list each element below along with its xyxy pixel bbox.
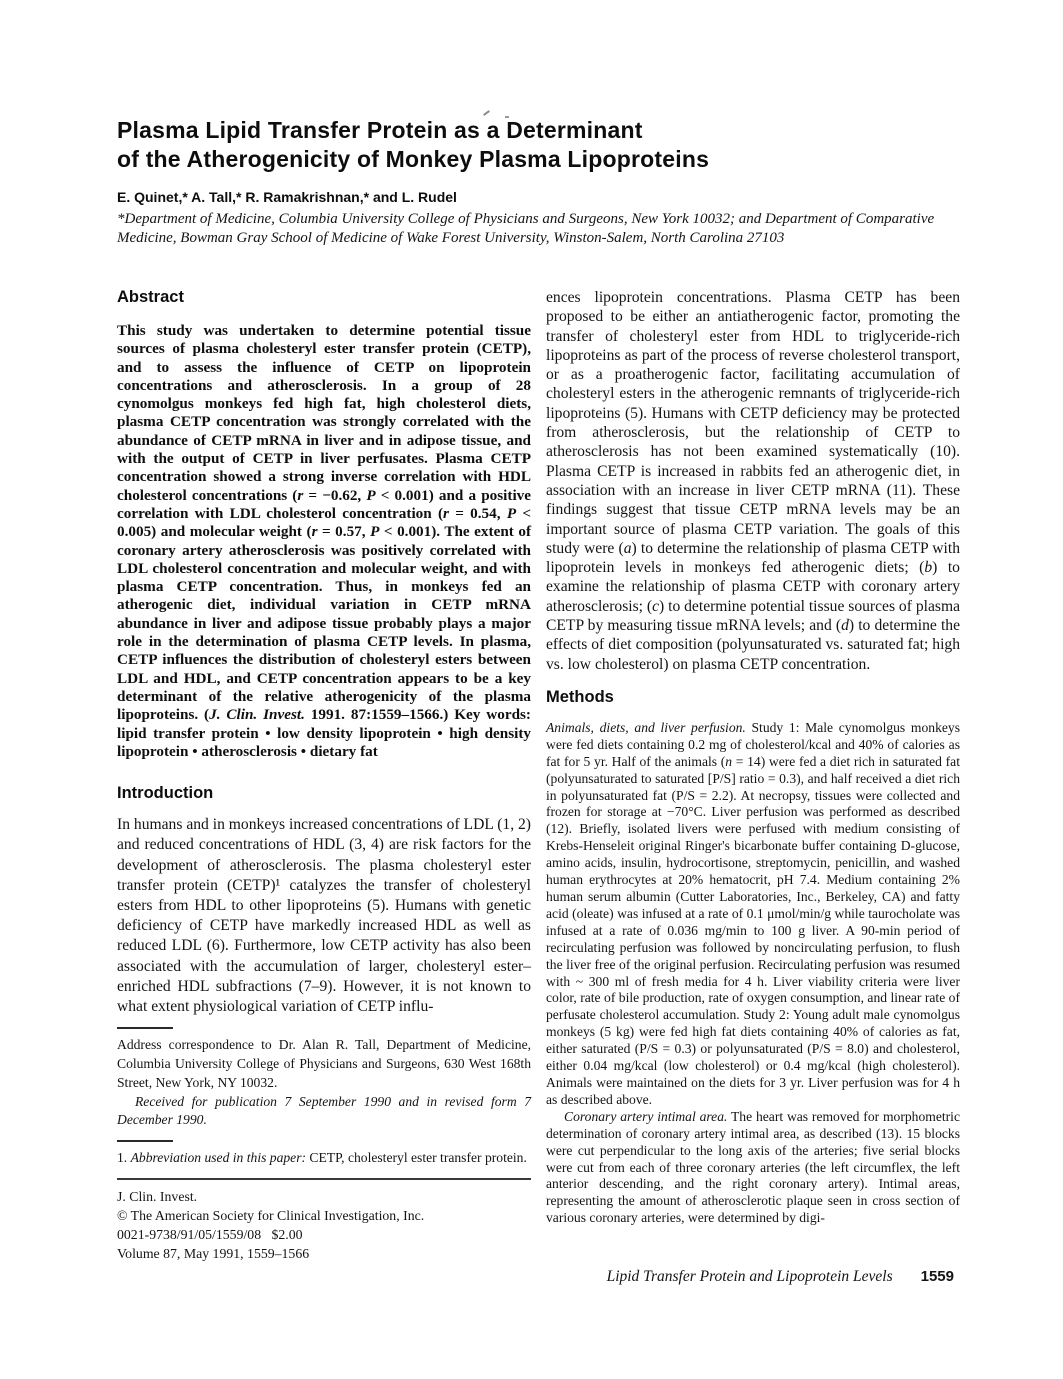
running-title: Lipid Transfer Protein and Lipoprotein Levels xyxy=(606,1268,893,1285)
journal-imprint xyxy=(117,1187,531,1263)
scan-artifact-mark xyxy=(483,110,490,116)
imprint-issn-price: 0021-9738/91/05/1559/08 $2.00 xyxy=(117,1226,303,1242)
methods-heading: Methods xyxy=(546,687,614,706)
affiliation: *Department of Medicine, Columbia University College of Physicians and Surgeons, New York 10032; and Department of Comparative Medicine, Bowman Gray School of Medicine of Wake Forest University, Winston-Salem, North Carolina 27103 xyxy=(117,211,935,246)
page-footer xyxy=(546,1268,960,1286)
abbreviation-rule xyxy=(117,1140,173,1142)
page-number: 1559 xyxy=(920,1268,954,1285)
methods-paragraph-animals: Animals, diets, and liver perfusion. Study 1: Male cynomolgus monkeys were fed diets containing 0.2 mg of cholesterol/kcal and 40% of calories as fat for 5 yr. Half of the animals (n = 14) were fed a diet rich in saturated fat (polyunsaturated to saturated [P/S] ratio = 0.3), and half received a diet rich in polyunsaturated fat (P/S = 2.2). At necropsy, tissues were collected and frozen for storage at −70°C. Liver perfusion was performed as described (12). Briefly, isolated livers were perfused with medium consisting of Krebs-Henseleit original Ringer's bicarbonate buffer containing D-glucose, amino acids, insulin, hydrocortisone, streptomycin, penicillin, and washed human erythrocytes at 20% hematocrit, pH 7.4. Medium containing 2% human serum albumin (Cutter Laboratories, Inc., Berkeley, CA) and fatty acid (oleate) was infused at a rate of 0.1 μmol/min/g while taurocholate was infused at a rate of 0.036 mg/min to 100 g liver. A 90-min period of recirculating perfusion was followed by noncirculating perfusion, to flush the liver free of the original perfusion. Recirculating perfusion was resumed with ~ 300 ml of fresh media for 4 h. Liver viability criteria were liver color, rate of bile production, rate of oxygen consumption, and linear rate of perfusate cholesterol accumulation. Study 2: Young adult male cynomolgus monkeys (5 kg) were fed high fat diets containing 40% of calories as fat, either saturated (P/S = 0.3) or polyunsaturated (P/S = 8.0) and cholesterol, either 0.04 mg/kcal (low cholesterol) or 0.4 mg/kcal (high cholesterol). Animals were maintained on the diets for 3 yr. Liver perfusion was for 4 h as described above. xyxy=(546,719,960,1107)
introduction-body: In humans and in monkeys increased concentrations of LDL (1, 2) and reduced concentrations of HDL (3, 4) are risk factors for the development of atherosclerosis. The plasma cholesteryl ester transfer protein (CETP)¹ catalyzes the transfer of cholesteryl esters from HDL to other lipoproteins (5). Humans with genetic deficiency of CETP have markedly increased HDL as well as reduced LDL (6). Furthermore, low CETP activity has also been associated with the accumulation of larger, cholesteryl ester–enriched HDL subfractions (7–9). However, it is not known to what extent physiological variation of CETP influ- xyxy=(117,816,531,1015)
footnote-received: Received for publication 7 September 1990 and in revised form 7 December 1990. xyxy=(117,1093,531,1128)
footnote-correspondence: Address correspondence to Dr. Alan R. Tall, Department of Medicine, Columbia University College of Physicians and Surgeons, 630 West 168th Street, New York, NY 10032. xyxy=(117,1037,531,1090)
imprint-volume: Volume 87, May 1991, 1559–1566 xyxy=(117,1245,310,1261)
abstract-body: This study was undertaken to determine potential tissue sources of plasma cholesteryl ester transfer protein (CETP), and to assess the influence of CETP on lipoprotein concentrations and atherosclerosis. In a group of 28 cynomolgus monkeys fed high fat, high cholesterol diets, plasma CETP concentration was strongly correlated with the abundance of CETP mRNA in liver and in adipose tissue, and with the output of CETP in liver perfusates. Plasma CETP concentration showed a strong inverse correlation with HDL cholesterol concentrations (r = −0.62, P < 0.001) and a positive correlation with LDL cholesterol concentration (r = 0.54, P < 0.005) and molecular weight (r = 0.57, P < 0.001). The extent of coronary artery atherosclerosis was positively correlated with LDL cholesterol concentration and molecular weight, and with plasma CETP concentration. Thus, in monkeys fed an atherogenic diet, individual variation in CETP mRNA abundance in liver and adipose tissue probably plays a major role in the determination of plasma CETP levels. In plasma, CETP influences the distribution of cholesteryl esters between LDL and HDL, and CETP concentration appears to be a key determinant of the relative atherogenicity of the plasma lipoproteins. (J. Clin. Invest. 1991. 87:1559–1566.) Key words: lipid transfer protein • low density lipoprotein • high density lipoprotein • atherosclerosis • dietary fat xyxy=(117,322,532,760)
article-title-line2: of the Atherogenicity of Monkey Plasma Lipoproteins xyxy=(117,145,710,172)
methods-paragraph-coronary: Coronary artery intimal area. The heart was removed for morphometric determination of coronary artery intimal area, as described (13). 15 blocks were cut perpendicular to the long axis of the arteries; five serial blocks were cut from each of three coronary arteries (the left circumflex, the left anterior descending, and the right coronary artery). Intimal areas, representing the amount of atherosclerotic plaque seen in cross section of various coronary arteries, were determined by digi- xyxy=(546,1108,960,1226)
author-list: E. Quinet,* A. Tall,* R. Ramakrishnan,* and L. Rudel xyxy=(117,189,457,205)
footnote-rule xyxy=(117,1027,173,1029)
introduction-continuation: ences lipoprotein concentrations. Plasma CETP has been proposed to be either an antiatherogenic factor, promoting the transfer of cholesteryl ester from HDL to triglyceride-rich lipoproteins as part of the process of reverse cholesterol transport, or as a proatherogenic factor, facilitating accumulation of cholesteryl esters in the atherogenic remnants of triglyceride-rich lipoproteins (5). Humans with CETP deficiency may be protected from atherosclerosis, but the relationship of CETP to atherosclerosis has not been examined systematically (10). Plasma CETP is increased in rabbits fed an atherogenic diet, in association with an increase in liver CETP mRNA (11). These findings suggest that tissue CETP mRNA levels may be an important source of plasma CETP variation. The goals of this study were (a) to determine the relationship of plasma CETP with lipoprotein levels in monkeys fed atherogenic diets; (b) to examine the relationship of plasma CETP with coronary artery atherosclerosis; (c) to determine potential tissue sources of plasma CETP by measuring tissue mRNA levels; and (d) to determine the effects of diet composition (polyunsaturated vs. saturated fat; high vs. low cholesterol) on plasma CETP concentration. xyxy=(546,289,960,673)
article-title xyxy=(117,116,967,173)
imprint-journal-name: J. Clin. Invest. xyxy=(117,1188,198,1204)
abstract-heading: Abstract xyxy=(117,288,184,306)
imprint-copyright: © The American Society for Clinical Investigation, Inc. xyxy=(117,1207,425,1223)
introduction-heading: Introduction xyxy=(117,784,214,803)
footnote-abbreviation: 1. Abbreviation used in this paper: CETP, cholesteryl ester transfer protein. xyxy=(117,1150,527,1166)
article-title-line1: Plasma Lipid Transfer Protein as a Determinant xyxy=(117,117,643,143)
left-column xyxy=(117,288,531,1263)
article-header xyxy=(117,116,967,248)
imprint-rule xyxy=(117,1178,531,1180)
right-column xyxy=(546,288,960,1227)
